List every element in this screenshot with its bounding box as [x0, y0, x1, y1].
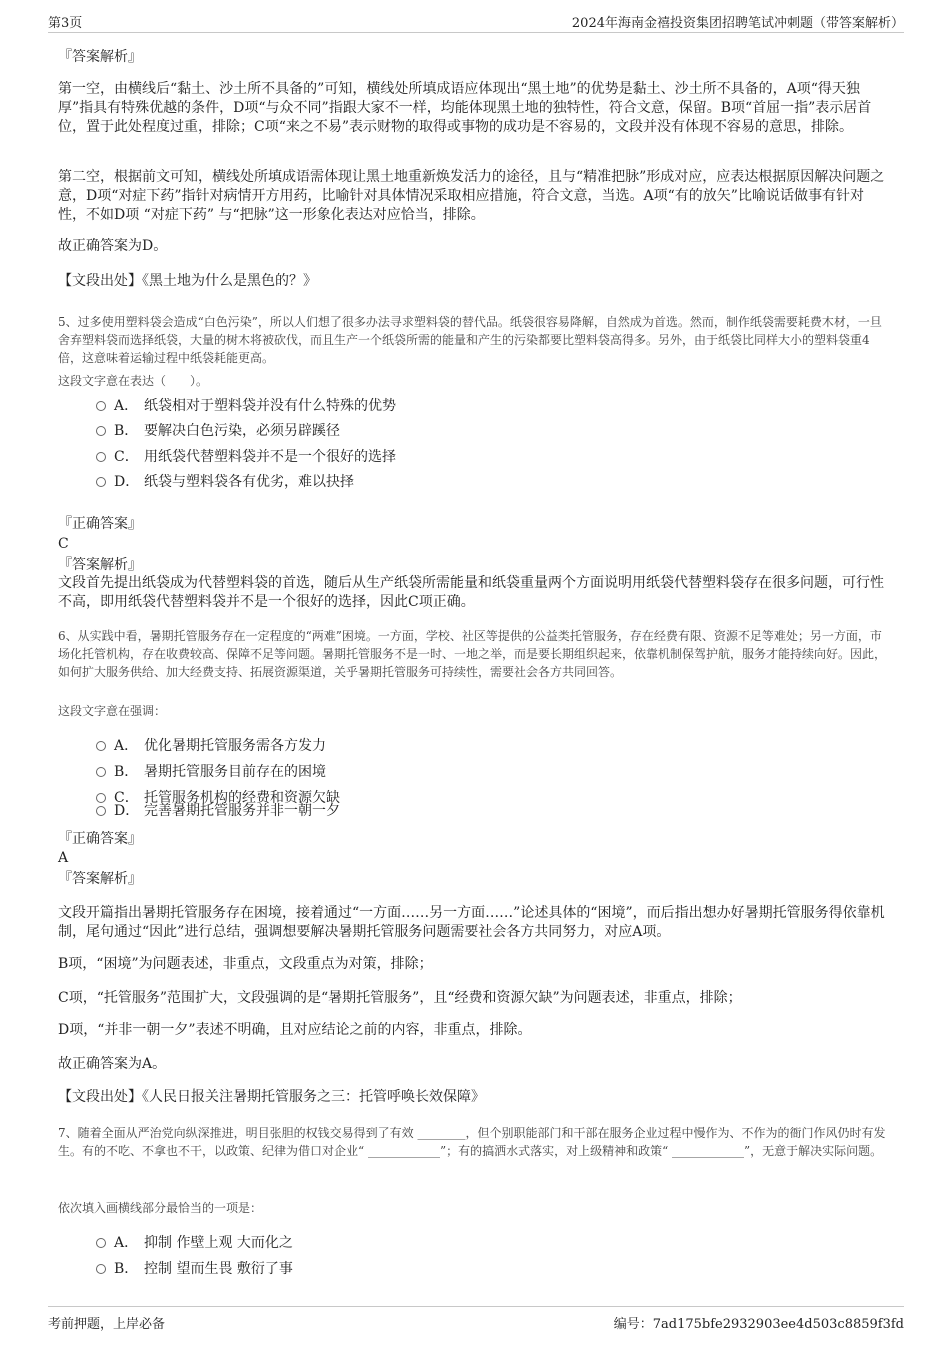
analysis-heading: 『答案解析』 — [58, 871, 142, 887]
analysis-paragraph: 第二空，根据前文可知，横线处所填成语需体现让黑土地重新焕发活力的途径，且与“精准把脉”形成对应，应表达根据原因解决问题之意，D项“对症下药”指针对病情开方用药，比喻针对具体情况采取相应措施，符合文意，当选。A项“有的放矢”比喻说话做事有针对性，不如D项 “对症下药” 与“把脉”这一形象化表达对应恰当，排除。 — [58, 169, 885, 223]
radio-icon[interactable] — [96, 806, 106, 816]
option-b[interactable]: B． 控制 望而生畏 敷衍了事 — [96, 1259, 293, 1279]
source-citation: 【文段出处】《人民日报关注暑期托管服务之三：托管呼唤长效保障》 — [58, 1089, 485, 1105]
analysis-heading: 『答案解析』 — [58, 557, 142, 573]
radio-icon[interactable] — [96, 767, 106, 777]
answer-conclusion: 故正确答案为D。 — [58, 238, 168, 254]
analysis-paragraph: B项，“困境”为问题表述，非重点，文段重点为对策，排除； — [58, 956, 433, 972]
option-c[interactable]: C． 托管服务机构的经费和资源欠缺 — [96, 788, 340, 808]
question-6-prompt: 这段文字意在强调： — [58, 704, 167, 718]
option-b[interactable]: B． 要解决白色污染，必须另辟蹊径 — [96, 421, 340, 441]
option-a[interactable]: A． 纸袋相对于塑料袋并没有什么特殊的优势 — [96, 396, 396, 416]
analysis-paragraph: D项，“并非一朝一夕”表述不明确，且对应结论之前的内容，非重点，排除。 — [58, 1022, 532, 1038]
page-footer — [48, 1306, 904, 1332]
option-d[interactable]: D． 纸袋与塑料袋各有优劣，难以抉择 — [96, 472, 354, 492]
radio-icon[interactable] — [96, 426, 106, 436]
document-title: 2024年海南金禧投资集团招聘笔试冲刺题（带答案解析） — [571, 16, 904, 31]
source-citation: 【文段出处】《黑土地为什么是黑色的？》 — [58, 273, 317, 289]
radio-icon[interactable] — [96, 741, 106, 751]
question-7-stem: 7、随着全面从严治党向纵深推进，明目张胆的权钱交易得到了有效 ________，但个别职能部门和干部在服务企业过程中慢作为、不作为的衙门作风仍时有发生。有的不吃、不拿也不干，以政策、纪律为借口对企业“ ____________”；有的搞洒水式落实，对上级精神和政策“ ____________”，无意于解决实际问题。 — [58, 1126, 886, 1158]
question-7-prompt: 依次填入画横线部分最恰当的一项是： — [58, 1201, 263, 1215]
question-5-prompt: 这段文字意在表达（ ）。 — [58, 374, 209, 388]
radio-icon[interactable] — [96, 1238, 106, 1248]
option-c[interactable]: C． 用纸袋代替塑料袋并不是一个很好的选择 — [96, 447, 396, 467]
analysis-heading: 『答案解析』 — [58, 49, 142, 65]
document-id: 编号：7ad175bfe2932903ee4d503c8859f3fd — [613, 1317, 904, 1332]
correct-answer-heading: 『正确答案』 — [58, 516, 142, 532]
analysis-paragraph: 文段开篇指出暑期托管服务存在困境，接着通过“一方面……另一方面……”论述具体的“困境”，而后指出想办好暑期托管服务得依靠机制，尾句通过“因此”进行总结，强调想要解决暑期托管服务问题需要社会各方共同努力，对应A项。 — [58, 905, 885, 940]
correct-answer-heading: 『正确答案』 — [58, 831, 142, 847]
footer-slogan: 考前押题，上岸必备 — [48, 1317, 166, 1332]
radio-icon[interactable] — [96, 477, 106, 487]
analysis-paragraph: C项，“托管服务”范围扩大，文段强调的是“暑期托管服务”，且“经费和资源欠缺”为问题表述，非重点，排除； — [58, 990, 742, 1006]
page-number: 第3页 — [48, 16, 83, 31]
correct-answer: A — [58, 850, 69, 866]
option-d[interactable]: D． 完善暑期托管服务并非一朝一夕 — [96, 801, 340, 821]
correct-answer: C — [58, 536, 69, 552]
option-a[interactable]: A． 优化暑期托管服务需各方发力 — [96, 736, 326, 756]
option-a[interactable]: A． 抑制 作壁上观 大而化之 — [96, 1233, 293, 1253]
analysis-paragraph: 文段首先提出纸袋成为代替塑料袋的首选，随后从生产纸袋所需能量和纸袋重量两个方面说明用纸袋代替塑料袋存在很多问题，可行性不高，即用纸袋代替塑料袋并不是一个很好的选择，因此C项正确。 — [58, 575, 884, 610]
question-6-stem: 6、从实践中看，暑期托管服务存在一定程度的“两难”困境。一方面，学校、社区等提供的公益类托管服务，存在经费有限、资源不足等难处；另一方面，市场化托管机构，存在收费较高、保障不足等问题。暑期托管服务不是一时、一地之举，而是要长期组织起来，依靠机制保驾护航，服务才能持续向好。因此，如何扩大服务供给、加大经费支持、拓展资源渠道，关乎暑期托管服务可持续性，需要社会各方共同回答。 — [58, 629, 887, 679]
radio-icon[interactable] — [96, 452, 106, 462]
option-b[interactable]: B． 暑期托管服务目前存在的困境 — [96, 762, 326, 782]
answer-conclusion: 故正确答案为A。 — [58, 1056, 167, 1072]
radio-icon[interactable] — [96, 401, 106, 411]
question-5-stem: 5、过多使用塑料袋会造成“白色污染”，所以人们想了很多办法寻求塑料袋的替代品。纸袋很容易降解，自然成为首选。然而，制作纸袋需要耗费木材，一旦舍弃塑料袋而选择纸袋，大量的树木将被砍伐，而且生产一个纸袋所需的能量和产生的污染都要比塑料袋高得多。另外，由于纸袋比同样大小的塑料袋重4倍，这意味着运输过程中纸袋耗能更高。 — [58, 315, 882, 365]
radio-icon[interactable] — [96, 1264, 106, 1274]
page-header — [48, 12, 904, 33]
analysis-paragraph: 第一空，由横线后“黏土、沙土所不具备的”可知，横线处所填成语应体现出“黑土地”的优势是黏土、沙土所不具备的，A项“得天独厚”指具有特殊优越的条件，D项“与众不同”指跟大家不一样，均能体现黑土地的独特性，符合文意，保留。B项“首屈一指”表示居首位，置于此处程度过重，排除；C项“来之不易”表示财物的取得或事物的成功是不容易的，文段并没有体现不容易的意思，排除。 — [58, 81, 872, 135]
